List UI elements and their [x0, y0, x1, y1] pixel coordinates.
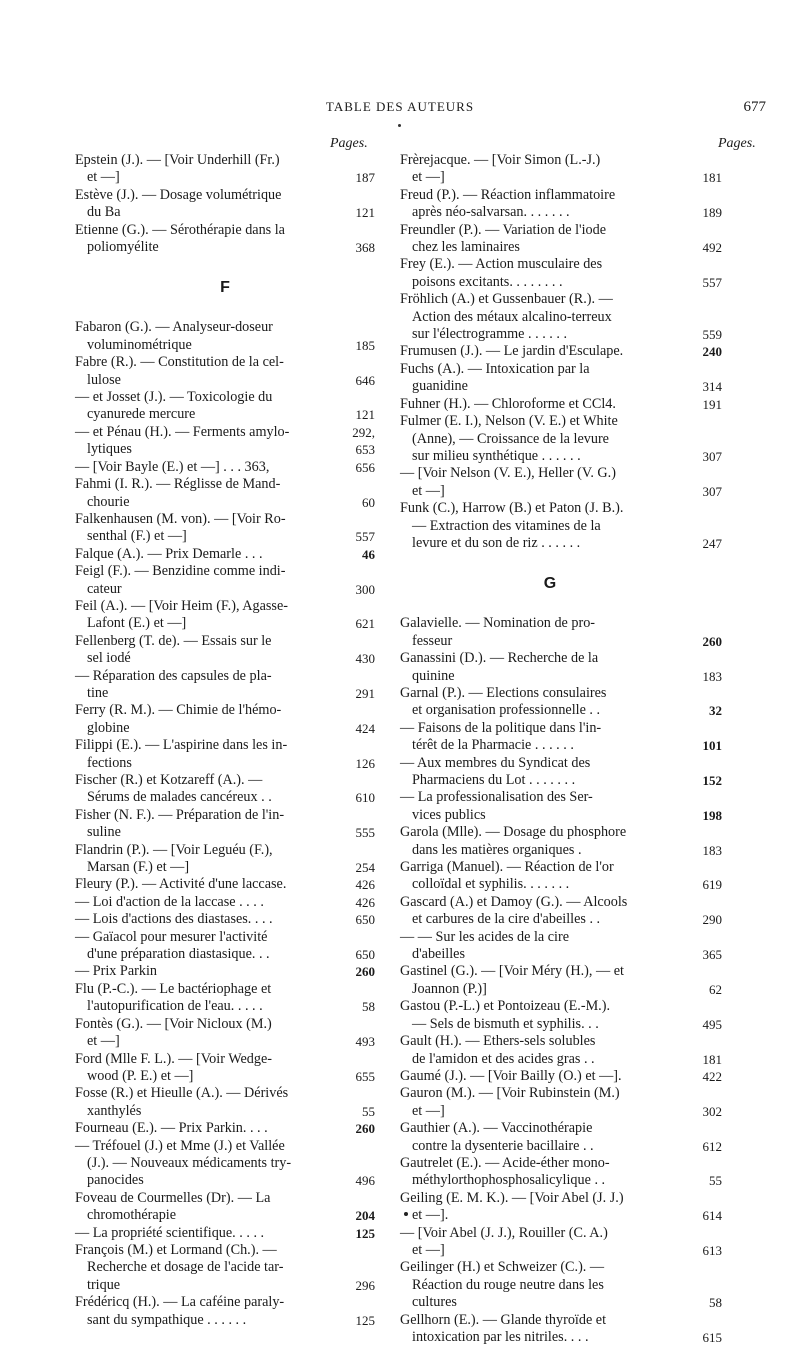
entry-text: trique	[87, 1276, 121, 1293]
index-entry	[400, 343, 722, 360]
index-entry	[75, 1051, 375, 1086]
entry-text: Ganassini (D.). — Recherche de la	[400, 650, 599, 667]
index-entry	[75, 1138, 375, 1190]
stray-mark	[404, 1212, 408, 1216]
entry-text: — [Voir Nelson (V. E.), Heller (V. G.)	[400, 465, 616, 482]
index-entry	[75, 187, 375, 222]
index-entry	[75, 963, 375, 980]
entry-page-number: 247	[702, 535, 722, 551]
entry-text: Fosse (R.) et Hieulle (A.). — Dérivés	[75, 1085, 289, 1102]
index-entry	[75, 842, 375, 877]
entry-page-number: 365	[702, 947, 722, 963]
entry-page-number: 424	[355, 720, 375, 736]
entry-page-number: 183	[702, 842, 722, 858]
entry-text: vices publics	[412, 806, 486, 823]
index-entries	[400, 152, 722, 1346]
entry-text: — Prix Parkin	[75, 963, 157, 980]
page-number: 677	[743, 99, 766, 115]
entry-text: de l'amidon et des acides gras . .	[412, 1050, 595, 1067]
index-entry	[400, 465, 722, 500]
entry-text: Pharmaciens du Lot . . . . . . .	[412, 772, 576, 788]
entry-page-number: 614	[702, 1208, 722, 1224]
entry-page-number: 368	[355, 240, 375, 256]
entry-page-number: 181	[702, 170, 722, 186]
entry-text: François (M.) et Lormand (Ch.). —	[75, 1241, 277, 1258]
index-entry	[75, 563, 375, 598]
entry-text: Filippi (E.). — L'aspirine dans les in-	[75, 737, 288, 754]
entry-page-number: 610	[355, 790, 375, 806]
entry-page-number: 183	[702, 668, 722, 684]
entry-text: Fröhlich (A.) et Gussenbauer (R.). —	[400, 291, 613, 308]
entry-text: Frey (E.). — Action musculaire des	[400, 256, 603, 273]
entry-text: lytiques	[87, 441, 132, 458]
entry-page-number: 426	[355, 877, 375, 893]
entry-text: du Ba	[87, 204, 121, 221]
entry-text: d'abeilles	[412, 946, 465, 963]
entry-text: Gaumé (J.). — [Voir Bailly (O.) et —].	[400, 1067, 622, 1084]
entry-page-number: 492	[702, 240, 722, 256]
entry-text: Garriga (Manuel). — Réaction de l'or	[400, 859, 614, 876]
entry-text: wood (P. E.) et —]	[87, 1067, 194, 1084]
index-entry	[75, 476, 375, 511]
index-entry	[400, 754, 722, 790]
entry-text: suline	[87, 824, 121, 841]
entry-text: Gastinel (G.). — [Voir Méry (H.), — et	[400, 963, 624, 980]
entry-text: Freundler (P.). — Variation de l'iode	[400, 221, 606, 238]
entry-page-number: 185	[355, 337, 375, 353]
entry-text: et organisation professionnelle . .	[412, 702, 601, 719]
index-entry	[400, 186, 722, 222]
index-entry	[75, 389, 375, 424]
entry-page-number: 650	[355, 947, 375, 963]
entry-text: chromothérapie	[87, 1207, 177, 1224]
entry-text: Galavielle. — Nomination de pro-	[400, 615, 596, 632]
index-entry	[75, 702, 375, 737]
entry-text: cultures	[412, 1294, 457, 1311]
entry-text: Fabaron (G.). — Analyseur-doseur	[75, 319, 273, 336]
index-entry	[75, 459, 375, 476]
entry-text: Gellhorn (E.). — Glande thyroïde et	[400, 1311, 607, 1328]
entry-text: voluminométrique	[87, 336, 192, 353]
index-entry	[400, 928, 722, 964]
index-entry	[75, 1190, 375, 1225]
entry-page-number: 621	[355, 616, 375, 632]
index-entry	[75, 876, 375, 893]
entry-page-number: 60	[362, 494, 375, 510]
entry-text: Marsan (F.) et —]	[87, 859, 190, 876]
index-entry	[400, 1154, 722, 1190]
entry-text: poliomyélite	[87, 239, 159, 256]
entry-text: chourie	[87, 493, 130, 510]
entry-page-number: 101	[702, 738, 722, 754]
entry-text: Fourneau (E.). — Prix Parkin. . . .	[75, 1120, 268, 1137]
entry-text: — Gaïacol pour mesurer l'activité	[75, 928, 268, 945]
entry-page-number: 187	[355, 170, 375, 186]
entry-text: Ford (Mlle F. L.). — [Voir Wedge-	[75, 1050, 272, 1067]
entry-text: Estève (J.). — Dosage volumétrique	[75, 186, 282, 203]
entry-page-number: 254	[355, 860, 375, 876]
entry-text: Fuhner (H.). — Chloroforme et CCl4.	[400, 395, 616, 412]
entry-page-number: 656	[355, 459, 375, 475]
index-entry	[75, 1294, 375, 1329]
entry-page-number: 430	[355, 651, 375, 667]
index-entry	[75, 807, 375, 842]
index-entry	[75, 1016, 375, 1051]
entry-text: poisons excitants. . . . . . . .	[412, 273, 563, 290]
entry-text: xanthylés	[87, 1102, 142, 1119]
index-entry	[75, 511, 375, 546]
entry-text: sur milieu synthétique . . . . . .	[412, 447, 581, 464]
entry-page-number: 260	[702, 633, 722, 649]
entry-text: — Aux membres du Syndicat des	[400, 754, 591, 771]
index-entry	[400, 1033, 722, 1068]
entry-text: — [Voir Bayle (E.) et —] . . . 363,	[75, 458, 270, 475]
index-entry	[75, 354, 375, 389]
entry-text: Geiling (E. M. K.). — [Voir Abel (J. J.)	[400, 1189, 624, 1206]
entry-page-number: 204	[355, 1208, 375, 1224]
entry-text: Falque (A.). — Prix Demarle . . .	[75, 545, 263, 562]
index-entry	[400, 1224, 722, 1260]
entry-text: Fabre (R.). — Constitution de la cel-	[75, 354, 284, 371]
entry-text: — — Sur les acides de la cire	[400, 928, 570, 945]
index-entry	[400, 893, 722, 929]
entry-text: — Tréfouel (J.) et Mme (J.) et Vallée	[75, 1137, 285, 1154]
index-entry	[400, 1120, 722, 1155]
entry-page-number: 314	[702, 379, 722, 395]
index-entry	[75, 1225, 375, 1242]
entry-page-number: 426	[355, 894, 375, 910]
entry-text: tine	[87, 684, 109, 701]
index-entry	[400, 500, 722, 552]
entry-page-number: 619	[702, 877, 722, 893]
index-entry	[75, 894, 375, 911]
index-entry	[75, 1120, 375, 1137]
entry-text: sant du sympathique . . . . . .	[87, 1311, 247, 1328]
entry-text: Fahmi (I. R.). — Réglisse de Mand-	[75, 476, 281, 493]
index-entry	[75, 424, 375, 459]
entry-text: Feigl (F.). — Benzidine comme indi-	[75, 563, 286, 580]
index-entry	[400, 963, 722, 998]
index-entry	[400, 1067, 722, 1085]
entry-page-number: 493	[355, 1034, 375, 1050]
page-header	[0, 97, 800, 121]
entry-text: Gauthier (A.). — Vaccinothérapie	[400, 1120, 593, 1137]
index-entry	[400, 1085, 722, 1120]
index-entry	[75, 1242, 375, 1294]
entry-text: — et Josset (J.). — Toxicologie du	[75, 389, 273, 406]
section-letter: F	[220, 279, 230, 297]
index-entry	[400, 1259, 722, 1311]
entry-text: Flu (P.-C.). — Le bactériophage et	[75, 980, 272, 997]
entry-page-number: 58	[362, 999, 375, 1015]
entry-page-number: 191	[702, 396, 722, 412]
index-entry	[400, 256, 722, 291]
entry-text: Freud (P.). — Réaction inflammatoire	[400, 186, 616, 203]
entry-page-number: 559	[702, 327, 722, 343]
entry-text: panocides	[87, 1172, 144, 1189]
index-entry	[400, 395, 722, 413]
entry-page-number: 58	[709, 1295, 722, 1311]
entry-page-number: 422	[702, 1068, 722, 1084]
entry-page-number: 121	[355, 205, 375, 221]
entry-page-number: 613	[702, 1242, 722, 1258]
index-entry	[400, 615, 722, 650]
entry-text: et carbures de la cire d'abeilles . .	[412, 911, 601, 928]
entry-text: Fischer (R.) et Kotzareff (A.). —	[75, 772, 263, 788]
entry-page-number: 181	[702, 1051, 722, 1067]
entry-text: cyanurede mercure	[87, 406, 196, 423]
entry-text: Feil (A.). — [Voir Heim (F.), Agasse-	[75, 597, 288, 614]
entry-page-number: 46	[362, 546, 375, 562]
entry-page-number: 555	[355, 825, 375, 841]
entry-text: Réaction du rouge neutre dans les	[412, 1276, 604, 1293]
entry-text: Joannon (P.)]	[412, 980, 487, 997]
entry-text: intoxication par les nitriles. . . .	[412, 1329, 589, 1345]
entry-text: et —]	[87, 169, 120, 186]
index-entry	[400, 1311, 722, 1346]
entry-text: Fulmer (E. I.), Nelson (V. E.) et White	[400, 413, 618, 430]
entry-text: sel iodé	[87, 650, 131, 667]
entry-page-number: 307	[702, 483, 722, 499]
entry-page-number: 496	[355, 1173, 375, 1189]
entry-text: Fontès (G.). — [Voir Nicloux (M.)	[75, 1015, 272, 1032]
entry-text: Garola (Mlle). — Dosage du phosphore	[400, 824, 627, 841]
entry-page-number: 557	[355, 529, 375, 545]
entry-text: Falkenhausen (M. von). — [Voir Ro-	[75, 510, 286, 527]
entry-text: lulose	[87, 371, 121, 388]
index-entry	[400, 221, 722, 257]
index-entry	[400, 684, 722, 720]
entry-text: l'autopurification de l'eau. . . . .	[87, 998, 263, 1015]
index-entry	[75, 668, 375, 703]
entry-page-number: 646	[355, 372, 375, 388]
entry-text: — [Voir Abel (J. J.), Rouiller (C. A.)	[400, 1224, 608, 1241]
entry-text: et —]	[412, 1241, 445, 1258]
entry-page-number: 655	[355, 1068, 375, 1084]
entry-text: quinine	[412, 667, 455, 684]
entry-text: Gastou (P.-L.) et Pontoizeau (E.-M.).	[400, 998, 611, 1015]
entry-text: Frèrejacque. — [Voir Simon (L.-J.)	[400, 152, 601, 168]
entry-text: — Sels de bismuth et syphilis. . .	[412, 1015, 599, 1032]
index-entry	[400, 789, 722, 824]
index-entry	[75, 981, 375, 1016]
entry-text: Etienne (G.). — Sérothérapie dans la	[75, 221, 285, 238]
entry-text: Flandrin (P.). — [Voir Leguéu (F.),	[75, 841, 273, 858]
entry-text: d'une préparation diastasique. . .	[87, 946, 270, 963]
entry-text: méthylorthophosphosalicylique . .	[412, 1172, 606, 1189]
column-separator-mark	[398, 124, 401, 127]
entry-text: Fleury (P.). — Activité d'une laccase.	[75, 876, 287, 893]
entry-text: globine	[87, 719, 130, 736]
entry-text: fesseur	[412, 632, 453, 649]
entry-text: contre la dysenterie bacillaire . .	[412, 1137, 594, 1154]
entry-page-number: 121	[355, 407, 375, 423]
running-title: TABLE DES AUTEURS	[325, 99, 475, 114]
entry-text: cateur	[87, 580, 122, 597]
entry-text: (J.). — Nouveaux médicaments try-	[87, 1154, 292, 1171]
entry-text: levure et du son de riz . . . . . .	[412, 534, 581, 551]
entry-text: Gascard (A.) et Damoy (G.). — Alcools	[400, 893, 628, 910]
entry-text: Fuchs (A.). — Intoxication par la	[400, 360, 590, 377]
entry-text: Fisher (N. F.). — Préparation de l'in-	[75, 806, 285, 823]
entry-text: — et Pénau (H.). — Ferments amylo-	[75, 423, 290, 440]
entry-text: Lafont (E.) et —]	[87, 615, 187, 632]
index-entry	[75, 319, 375, 354]
entry-text: chez les laminaires	[412, 239, 520, 256]
index-entry	[400, 413, 722, 465]
entry-text: guanidine	[412, 378, 468, 395]
index-entry	[75, 911, 375, 928]
entry-page-number: 125	[355, 1225, 375, 1241]
index-entry	[75, 222, 375, 257]
entry-text: Recherche et dosage de l'acide tar-	[87, 1259, 284, 1276]
entry-page-number: 152	[702, 773, 722, 788]
index-entries	[75, 152, 375, 1329]
entry-page-number: 612	[702, 1138, 722, 1154]
entry-text: et —]	[412, 482, 445, 499]
entry-text: Funk (C.), Harrow (B.) et Paton (J. B.).	[400, 500, 624, 517]
entry-page-number: 62	[709, 981, 722, 997]
entry-text: après néo-salvarsan. . . . . . .	[412, 204, 570, 221]
entry-text: Garnal (P.). — Elections consulaires	[400, 684, 607, 701]
index-entry	[75, 737, 375, 772]
pages-label: Pages.	[718, 136, 756, 151]
entry-text: Ferry (R. M.). — Chimie de l'hémo-	[75, 702, 282, 719]
index-entry	[400, 1189, 722, 1225]
entry-text: — Loi d'action de la laccase . . . .	[75, 893, 264, 910]
section-letter: G	[543, 575, 557, 593]
entry-text: Gauron (M.). — [Voir Rubinstein (M.)	[400, 1085, 620, 1102]
entry-text: — La propriété scientifique. . . . .	[75, 1224, 265, 1241]
entry-page-number: 292, 653	[352, 424, 375, 458]
entry-text: Frumusen (J.). — Le jardin d'Esculape.	[400, 343, 624, 360]
index-entry	[400, 824, 722, 859]
entry-text: (Anne), — Croissance de la levure	[412, 430, 609, 447]
entry-page-number: 126	[355, 755, 375, 771]
entry-page-number: 291	[355, 685, 375, 701]
entry-page-number: 55	[709, 1173, 722, 1189]
entry-page-number: 302	[702, 1103, 722, 1119]
index-entry	[75, 1085, 375, 1120]
entry-page-number: 290	[702, 912, 722, 928]
entry-page-number: 260	[355, 1121, 375, 1137]
entry-page-number: 189	[702, 205, 722, 221]
entry-text: Foveau de Courmelles (Dr). — La	[75, 1189, 271, 1206]
entry-text: — Faisons de la politique dans l'in-	[400, 719, 602, 736]
entry-page-number: 307	[702, 448, 722, 464]
entry-text: Action des métaux alcalino-terreux	[412, 308, 612, 325]
entry-text: et —]	[412, 1102, 445, 1119]
entry-text: — La professionalisation des Ser-	[400, 789, 593, 806]
entry-text: Frédéricq (H.). — La caféine paraly-	[75, 1294, 285, 1311]
index-entry	[400, 291, 722, 343]
entry-text: Gautrelet (E.). — Acide-éther mono-	[400, 1154, 610, 1171]
entry-text: sur l'électrogramme . . . . . .	[412, 326, 568, 343]
entry-page-number: 198	[702, 807, 722, 823]
pages-label: Pages.	[330, 136, 368, 151]
entry-page-number: 557	[702, 274, 722, 290]
entry-text: — Réparation des capsules de pla-	[75, 667, 272, 684]
index-entry	[75, 929, 375, 964]
entry-text: Sérums de malades cancéreux . .	[87, 789, 272, 806]
entry-text: Epstein (J.). — [Voir Underhill (Fr.)	[75, 152, 280, 168]
index-entry	[400, 859, 722, 894]
entry-page-number: 615	[702, 1330, 722, 1345]
entry-text: — Extraction des vitamines de la	[412, 517, 601, 534]
entry-page-number: 300	[355, 581, 375, 597]
entry-page-number: 296	[355, 1277, 375, 1293]
entry-page-number: 650	[355, 912, 375, 928]
entry-text: Gault (H.). — Ethers-sels solubles	[400, 1033, 596, 1050]
entry-page-number: 55	[362, 1103, 375, 1119]
index-entry	[400, 719, 722, 755]
index-entry	[400, 152, 722, 187]
entry-page-number: 32	[709, 703, 722, 719]
entry-text: Geilinger (H.) et Schweizer (C.). —	[400, 1259, 605, 1276]
index-entry	[400, 650, 722, 685]
entry-text: senthal (F.) et —]	[87, 528, 187, 545]
index-entry	[75, 152, 375, 187]
index-entry	[400, 998, 722, 1033]
index-entry	[400, 360, 722, 396]
index-entry	[75, 546, 375, 563]
entry-text: et —]	[412, 169, 445, 186]
index-entry	[75, 772, 375, 807]
entry-page-number: 260	[355, 964, 375, 980]
entry-page-number: 240	[702, 344, 722, 360]
entry-text: Fellenberg (T. de). — Essais sur le	[75, 632, 272, 649]
entry-text: colloïdal et syphilis. . . . . . .	[412, 876, 570, 893]
index-entry	[75, 598, 375, 633]
entry-page-number: 125	[355, 1312, 375, 1328]
entry-text: dans les matières organiques .	[412, 841, 582, 858]
index-entry	[75, 633, 375, 668]
entry-text: fections	[87, 754, 132, 771]
entry-page-number: 495	[702, 1016, 722, 1032]
entry-text: et —].	[412, 1207, 449, 1224]
entry-text: térêt de la Pharmacie . . . . . .	[412, 737, 574, 754]
entry-text: — Lois d'actions des diastases. . . .	[75, 911, 273, 928]
entry-text: et —]	[87, 1033, 120, 1050]
